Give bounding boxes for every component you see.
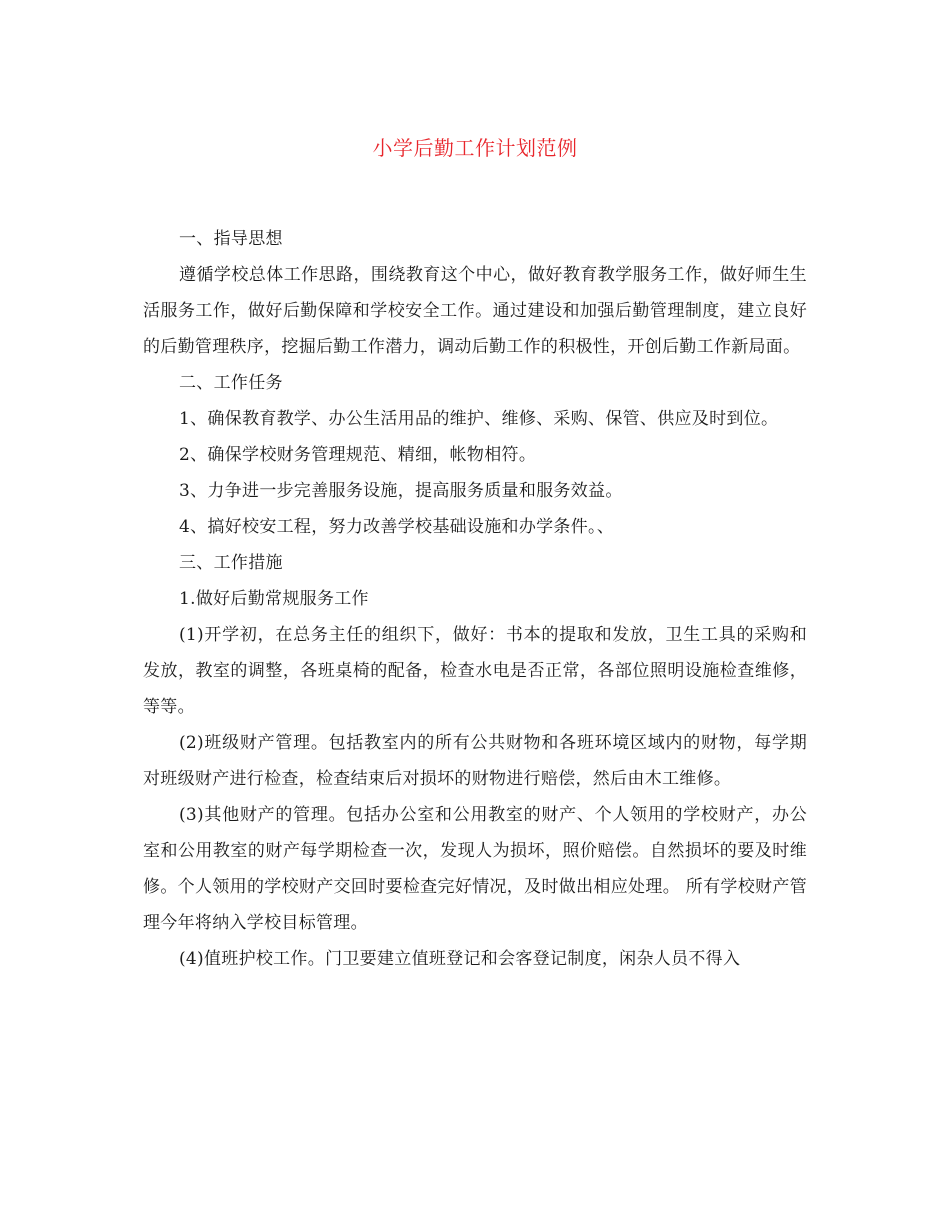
document-title: 小学后勤工作计划范例 xyxy=(372,136,578,160)
document-body xyxy=(143,221,807,977)
task-item-2: 2、确保学校财务管理规范、精细，帐物相符。 xyxy=(179,445,537,465)
paragraph-guiding-thought: 遵循学校总体工作思路，围绕教育这个中心，做好教育教学服务工作，做好师生生活服务工作，做好后勤保障和学校安全工作。通过建设和加强后勤管理制度，建立良好的后勤管理秩序，挖掘后勤工作潜力，调动后勤工作的积极性，开创后勤工作新局面。 xyxy=(143,265,807,357)
measure-item-4: (4)值班护校工作。门卫要建立值班登记和会客登记制度，闲杂人员不得入 xyxy=(179,949,741,969)
section-heading-3: 三、工作措施 xyxy=(179,553,283,573)
section-heading-1: 一、指导思想 xyxy=(179,229,283,249)
measure-item-1: (1)开学初，在总务主任的组织下，做好：书本的提取和发放，卫生工具的采购和发放，教室的调整，各班桌椅的配备，检查水电是否正常，各部位照明设施检查维修，等等。 xyxy=(143,625,807,717)
task-item-4: 4、搞好校安工程，努力改善学校基础设施和办学条件。、 xyxy=(179,517,615,537)
task-item-1: 1、确保教育教学、办公生活用品的维护、维修、采购、保管、供应及时到位。 xyxy=(179,409,779,429)
task-item-3: 3、力争进一步完善服务设施，提高服务质量和服务效益。 xyxy=(179,481,623,501)
measure-item-3: (3)其他财产的管理。包括办公室和公用教室的财产、个人领用的学校财产，办公室和公用教室的财产每学期检查一次，发现人为损坏，照价赔偿。自然损坏的要及时维修。个人领用的学校财产交回时要检查完好情况，及时做出相应处理。 所有学校财产管理今年将纳入学校目标管理。 xyxy=(143,805,807,933)
measure-item-2: (2)班级财产管理。包括教室内的所有公共财物和各班环境区域内的财物，每学期对班级财产进行检查，检查结束后对损坏的财物进行赔偿，然后由木工维修。 xyxy=(143,733,807,789)
section-heading-2: 二、工作任务 xyxy=(179,373,283,393)
subsection-heading-1: 1.做好后勤常规服务工作 xyxy=(179,589,369,609)
